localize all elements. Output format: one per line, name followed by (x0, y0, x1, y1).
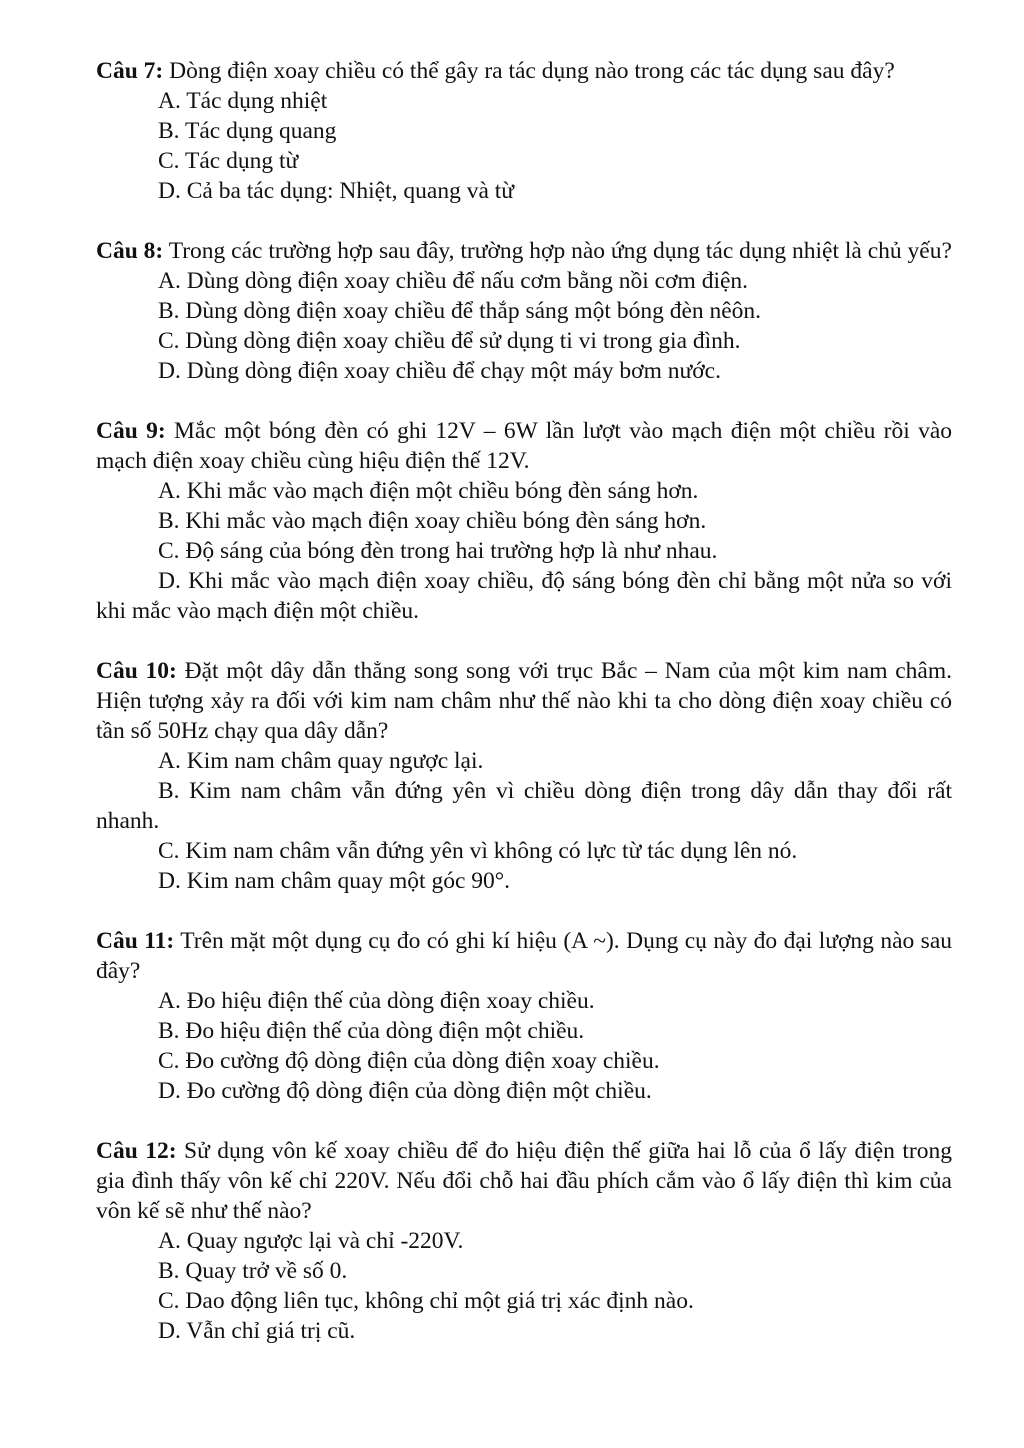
question-text: Trong các trường hợp sau đây, trường hợp nào ứng dụng tác dụng nhiệt là chủ yếu? (163, 238, 952, 264)
question-label: Câu 10: (96, 658, 177, 684)
question-stem (96, 56, 952, 86)
option-b: B. Quay trở về số 0. (158, 1258, 348, 1284)
option-b: B. Dùng dòng điện xoay chiều để thắp sáng một bóng đèn nêôn. (158, 298, 762, 324)
question-label: Câu 11: (96, 928, 175, 954)
question-11 (96, 926, 952, 1106)
question-stem (96, 416, 952, 476)
question-label: Câu 8: (96, 238, 164, 264)
option-b: B. Kim nam châm vẫn đứng yên vì chiều dòng điện trong dây dẫn thay đổi rất nhanh. (96, 778, 952, 834)
option-d: D. Đo cường độ dòng điện của dòng điện một chiều. (158, 1078, 652, 1104)
option-a: A. Quay ngược lại và chỉ -220V. (158, 1228, 464, 1254)
option-a: A. Đo hiệu điện thế của dòng điện xoay chiều. (158, 988, 595, 1014)
option-c: C. Kim nam châm vẫn đứng yên vì không có lực từ tác dụng lên nó. (158, 838, 798, 864)
question-stem (96, 656, 952, 746)
question-stem (96, 1136, 952, 1226)
question-text: Mắc một bóng đèn có ghi 12V – 6W lần lượt vào mạch điện một chiều rồi vào mạch điện xoay chiều cùng hiệu điện thế 12V. (96, 418, 953, 474)
question-label: Câu 7: (96, 58, 164, 84)
option-b: B. Đo hiệu điện thế của dòng điện một chiều. (158, 1018, 585, 1044)
option-d: D. Vẫn chỉ giá trị cũ. (158, 1318, 356, 1344)
question-label: Câu 9: (96, 418, 166, 444)
question-text: Dòng điện xoay chiều có thể gây ra tác dụng nào trong các tác dụng sau đây? (163, 58, 895, 84)
question-9 (96, 416, 952, 626)
option-a: A. Tác dụng nhiệt (158, 88, 328, 114)
option-c: C. Dùng dòng điện xoay chiều để sử dụng ti vi trong gia đình. (158, 328, 741, 354)
option-d: D. Cả ba tác dụng: Nhiệt, quang và từ (158, 178, 515, 204)
question-7 (96, 56, 952, 206)
question-label: Câu 12: (96, 1138, 177, 1164)
question-8 (96, 236, 952, 386)
option-d: D. Kim nam châm quay một góc 90°. (158, 868, 511, 894)
option-a: A. Kim nam châm quay ngược lại. (158, 748, 484, 774)
option-b: B. Khi mắc vào mạch điện xoay chiều bóng đèn sáng hơn. (158, 508, 707, 534)
option-c: C. Đo cường độ dòng điện của dòng điện xoay chiều. (158, 1048, 660, 1074)
question-text: Sử dụng vôn kế xoay chiều để đo hiệu điện thế giữa hai lỗ của ổ lấy điện trong gia đình thấy vôn kế chỉ 220V. Nếu đổi chỗ hai đầu phích cắm vào ổ lấy điện thì kim của vôn kế sẽ như thế nào? (96, 1138, 952, 1224)
option-c: C. Dao động liên tục, không chỉ một giá trị xác định nào. (158, 1288, 694, 1314)
question-text: Trên mặt một dụng cụ đo có ghi kí hiệu (A ~). Dụng cụ này đo đại lượng nào sau đây? (96, 928, 952, 984)
question-text: Đặt một dây dẫn thẳng song song với trục Bắc – Nam của một kim nam châm. Hiện tượng xảy ra đối với kim nam châm như thế nào khi ta cho dòng điện xoay chiều có tần số 50Hz chạy qua dây dẫn? (96, 658, 952, 744)
question-12 (96, 1136, 952, 1346)
question-10 (96, 656, 952, 896)
option-d: D. Dùng dòng điện xoay chiều để chạy một máy bơm nước. (158, 358, 721, 384)
option-a: A. Khi mắc vào mạch điện một chiều bóng đèn sáng hơn. (158, 478, 699, 504)
option-c: C. Tác dụng từ (158, 148, 299, 174)
question-stem (96, 926, 952, 986)
question-stem (96, 236, 952, 266)
option-d: D. Khi mắc vào mạch điện xoay chiều, độ sáng bóng đèn chỉ bằng một nửa so với khi mắc vào mạch điện một chiều. (96, 568, 952, 624)
option-b: B. Tác dụng quang (158, 118, 337, 144)
option-a: A. Dùng dòng điện xoay chiều để nấu cơm bằng nồi cơm điện. (158, 268, 749, 294)
document-page (96, 56, 952, 1376)
option-c: C. Độ sáng của bóng đèn trong hai trường hợp là như nhau. (158, 538, 718, 564)
